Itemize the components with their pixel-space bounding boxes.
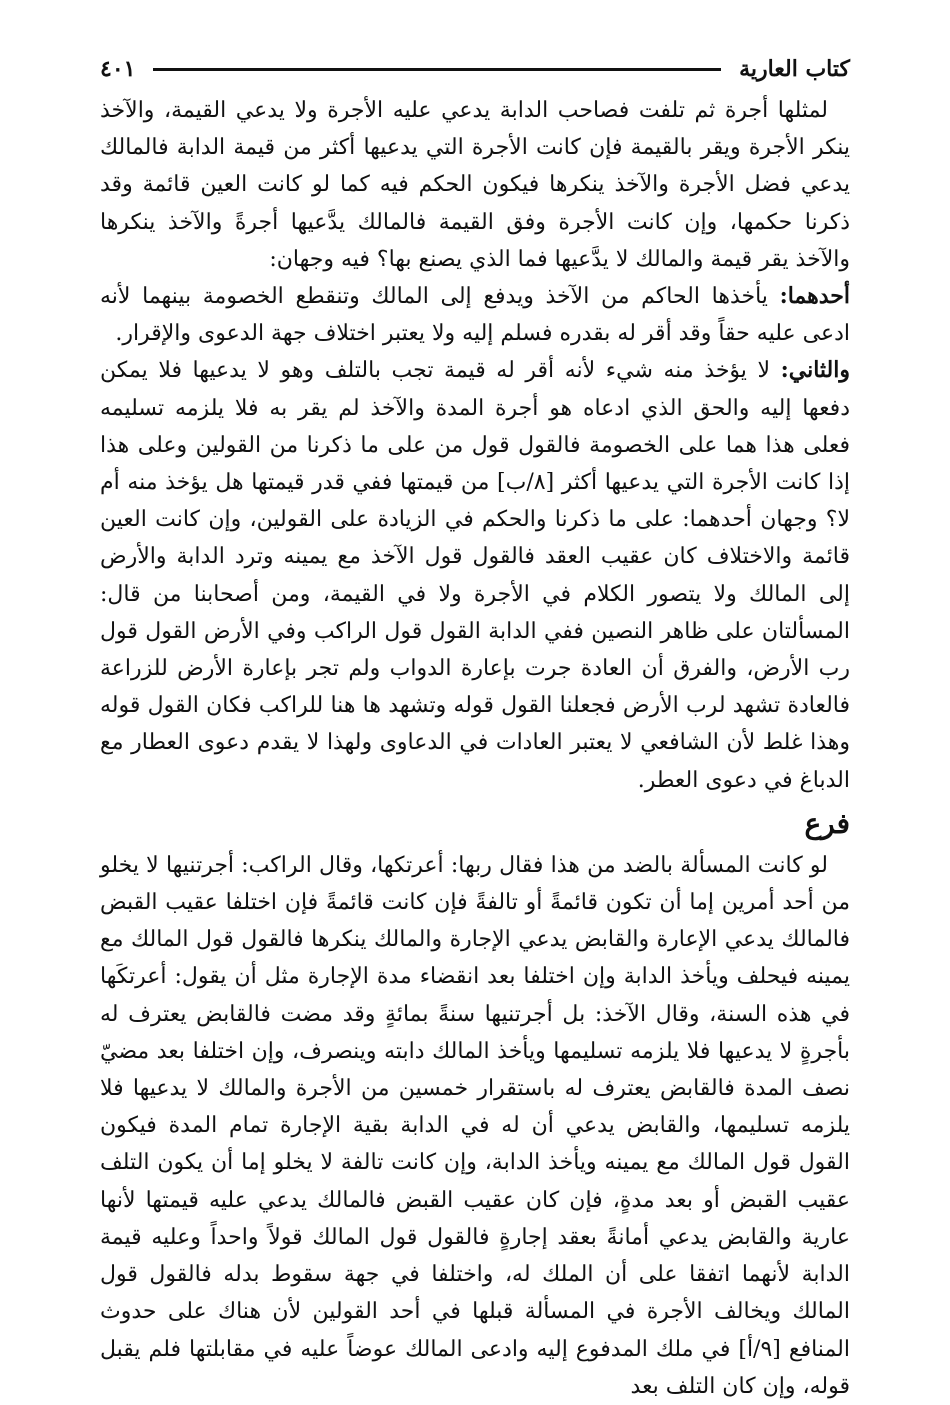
body-text (100, 92, 850, 1405)
paragraph (100, 847, 850, 1405)
paragraph (100, 92, 850, 278)
paragraph (100, 352, 850, 798)
header-rule (153, 68, 721, 71)
book-title: كتاب العارية (739, 56, 850, 82)
paragraph-lead: أحدهما: (779, 283, 850, 310)
section-title: فرع (804, 806, 850, 840)
paragraph (100, 278, 850, 352)
paragraph-text: يأخذها الحاكم من الآخذ ويدفع إلى المالك وتنقطع الخصومة بينهما لأنه ادعى عليه حقاً وقد أقر له بقدره فسلم إليه ولا يعتبر اختلاف جهة الدعوى والإقرار. (100, 284, 850, 347)
paragraph-text: لو كانت المسألة بالضد من هذا فقال ربها: أعرتكها، وقال الراكب: أجرتنيها لا يخلو من أحد أمرين إما أن تكون قائمةً أو تالفةً فإن كانت قائمةً فإن اختلفا عقيب القبض فالمالك يدعي الإعارة والقابض يدعي الإجارة والمالك ينكرها فالقول قول المالك مع يمينه فيحلف ويأخذ الدابة وإن اختلفا بعد انقضاء مدة الإجارة مثل أن يقول: أعرتكَها في هذه السنة، وقال الآخذ: بل أجرتنيها سنةً بمائةٍ وقد مضت فالقابض يعترف له بأجرةٍ لا يدعيها فلا يلزمه تسليمها ويأخذ المالك دابته وينصرف، وإن اختلفا بعد مضيّ نصف المدة فالقابض يعترف له باستقرار خمسين من الأجرة والمالك لا يدعيها فلا يلزمه تسليمها، والقابض يدعي أن له في الدابة بقية الإجارة تمام المدة فيكون القول قول المالك مع يمينه ويأخذ الدابة، وإن كانت تالفة لا يخلو إما أن يكون التلف عقيب القبض أو بعد مدةٍ، فإن كان عقيب القبض فالمالك يدعي عليه قيمتها لأنها عارية والقابض يدعي أمانةً بعقد إجارةٍ فالقول قول المالك قولاً واحداً وعليه قيمة الدابة لأنهما اتفقا على أن الملك له، واختلفا في جهة سقوط بدله فالقول قول المالك ويخالف الأجرة في المسألة قبلها في أحد القولين لأن هناك على حدوث المنافع [٩/أ] في ملك المدفوع إليه وادعى المالك عوضاً عليه في مقابلتها فلم يقبل قوله، وإن كان التلف بعد (100, 852, 850, 1399)
paragraph-text: لمثلها أجرة ثم تلفت فصاحب الدابة يدعي عليه الأجرة ولا يدعي القيمة، والآخذ ينكر الأجرة ويقر بالقيمة فإن كانت الأجرة التي يدعيها أكثر من قيمة الدابة فالمالك يدعي فضل الأجرة والآخذ ينكرها فيكون الحكم فيه كما لو كانت العين قائمة وقد ذكرنا حكمها، وإن كانت الأجرة وفق القيمة فالمالك يدَّعيها أجرةً والآخذ ينكرها والآخذ يقر قيمة والمالك لا يدَّعيها فما الذي يصنع بها؟ فيه وجهان: (100, 98, 850, 272)
running-header (100, 52, 850, 86)
paragraph-lead: والثاني: (780, 357, 850, 384)
page-number: ٤٠١ (100, 56, 136, 82)
paragraph-text: لا يؤخذ منه شيء لأنه أقر له قيمة تجب بالتلف وهو لا يدعيها فلا يمكن دفعها إليه والحق الذي ادعاه هو أجرة المدة والآخذ لم يقر به فلا يلزمه تسليمه فعلى هذا هما على الخصومة فالقول قول من على ما ذكرنا من القولين وعلى هذا إذا كانت الأجرة التي يدعيها أكثر [٨/ب] من قيمتها ففي قدر قيمتها هل يؤخذ منه أم لا؟ وجهان أحدهما: على ما ذكرنا والحكم في الزيادة على القولين، وإن كانت العين قائمة والاختلاف كان عقيب العقد فالقول قول الآخذ مع يمينه وترد الدابة والأرض إلى المالك ولا يتصور الكلام في الأجرة ولا في القيمة، ومن أصحابنا من قال: المسألتان على ظاهر النصين ففي الدابة القول قول الراكب وفي الأرض القول قول رب الأرض، والفرق أن العادة جرت بإعارة الدواب ولم تجر بإعارة الأرض للزراعة فالعادة تشهد لرب الأرض فجعلنا القول قوله وتشهد ها هنا للراكب فكان القول قوله وهذا غلط لأن الشافعي لا يعتبر العادات في الدعاوى ولهذا لا يقدم دعوى العطار مع الدباغ في دعوى العطر. (100, 358, 851, 793)
